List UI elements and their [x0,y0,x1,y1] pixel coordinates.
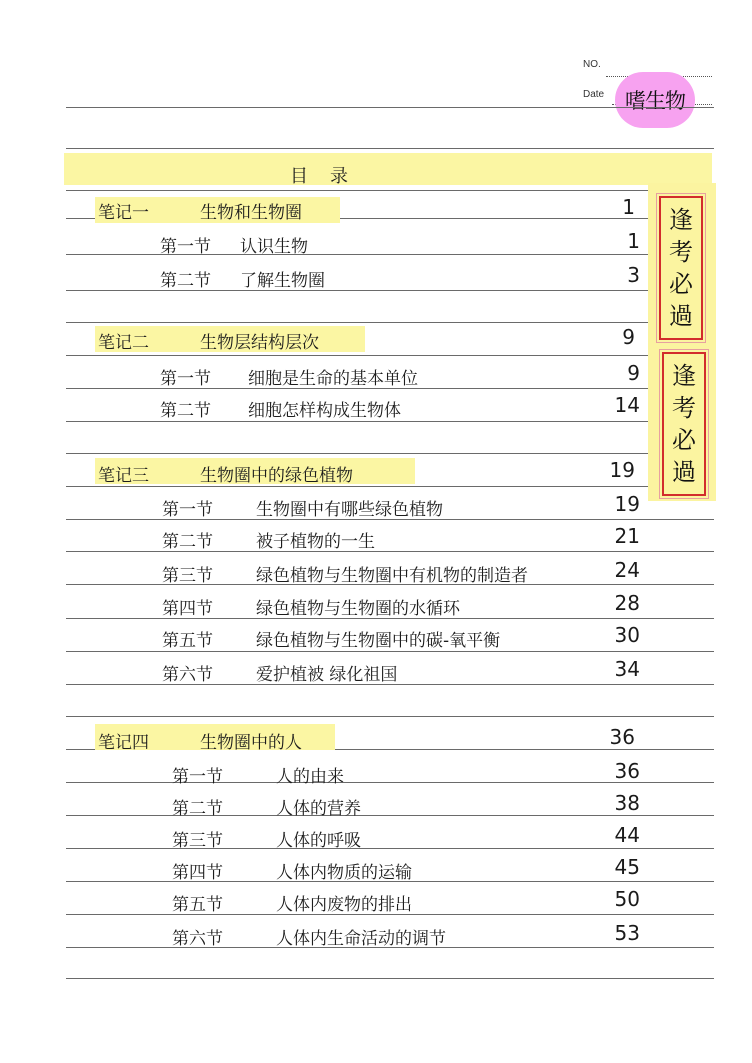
badge-char: 過 [669,302,693,330]
section-title: 爱护植被 绿化祖国 [256,665,398,685]
section-label: 第一节 [160,369,211,389]
ruled-line [66,848,714,849]
title-highlight [64,153,712,185]
badge-char: 逢 [669,206,693,234]
section-page-number: 1 [627,229,640,253]
section-title: 绿色植物与生物圈中有机物的制造者 [256,566,528,586]
good-luck-badge [662,352,706,496]
chapter-title: 生物和生物圈 [200,203,302,223]
section-title: 了解生物圈 [240,271,325,291]
section-label: 第二节 [160,271,211,291]
chapter-page-number: 36 [609,725,635,749]
ruled-line [66,421,714,422]
section-title: 人体的营养 [276,799,361,819]
chapter-title: 生物层结构层次 [200,333,319,353]
section-label: 第六节 [162,665,213,685]
ruled-line [66,978,714,979]
section-label: 第六节 [172,929,223,949]
section-title: 绿色植物与生物圈的水循环 [256,599,460,619]
section-label: 第三节 [172,831,223,851]
badge-char: 過 [672,458,696,486]
section-page-number: 9 [627,361,640,385]
section-page-number: 3 [627,263,640,287]
section-page-number: 50 [614,887,640,911]
ruled-line [66,486,714,487]
section-title: 人体的呼吸 [276,831,361,851]
chapter-label: 笔记四 [98,733,149,753]
ruled-line [66,815,714,816]
ruled-line [66,107,714,108]
badge-text [664,360,704,488]
section-page-number: 53 [614,921,640,945]
ruled-line [66,651,714,652]
chapter-title: 生物圈中的绿色植物 [200,466,353,486]
section-label: 第四节 [172,863,223,883]
chapter-page-number: 19 [609,458,635,482]
ruled-line [66,322,714,323]
chapter-label: 笔记三 [98,466,149,486]
section-page-number: 14 [614,393,640,417]
chapter-title: 生物圈中的人 [200,733,302,753]
section-title: 人体内生命活动的调节 [276,929,446,949]
section-title: 细胞怎样构成生物体 [248,401,401,421]
section-label: 第五节 [172,895,223,915]
badge-char: 逢 [672,362,696,390]
badge-char: 必 [672,426,696,454]
section-title: 绿色植物与生物圈中的碳-氧平衡 [256,631,501,651]
section-title: 生物圈中有哪些绿色植物 [256,500,443,520]
section-label: 第一节 [172,767,223,787]
section-label: 第一节 [160,237,211,257]
ruled-line [66,453,714,454]
section-page-number: 38 [614,791,640,815]
badge-char: 考 [669,238,693,266]
section-page-number: 19 [614,492,640,516]
ruled-line [66,190,714,191]
section-page-number: 45 [614,855,640,879]
badge-char: 必 [669,270,693,298]
date-label: Date [583,89,605,100]
no-label: NO. [583,59,601,70]
section-title: 人体内物质的运输 [276,863,412,883]
chapter-label: 笔记二 [98,333,149,353]
badge-text [661,204,701,332]
section-page-number: 28 [614,591,640,615]
section-page-number: 34 [614,657,640,681]
section-page-number: 44 [614,823,640,847]
section-label: 第二节 [172,799,223,819]
badge-char: 考 [672,394,696,422]
section-label: 第一节 [162,500,213,520]
section-title: 认识生物 [240,237,308,257]
section-page-number: 30 [614,623,640,647]
toc-title: 目录 [290,166,370,187]
section-label: 第三节 [162,566,213,586]
section-label: 第二节 [160,401,211,421]
section-page-number: 21 [614,524,640,548]
ruled-line [66,355,714,356]
chapter-page-number: 1 [622,195,635,219]
chapter-page-number: 9 [622,325,635,349]
section-page-number: 36 [614,759,640,783]
good-luck-badge [659,196,703,340]
section-title: 被子植物的一生 [256,532,375,552]
ruled-line [66,716,714,717]
section-label: 第二节 [162,532,213,552]
section-title: 细胞是生命的基本单位 [248,369,418,389]
section-label: 第四节 [162,599,213,619]
section-label: 第五节 [162,631,213,651]
section-page-number: 24 [614,558,640,582]
chapter-label: 笔记一 [98,203,149,223]
section-title: 人体内废物的排出 [276,895,412,915]
section-title: 人的由来 [276,767,344,787]
subject-stamp: 嗜生物 [615,72,695,128]
ruled-line [66,148,714,149]
